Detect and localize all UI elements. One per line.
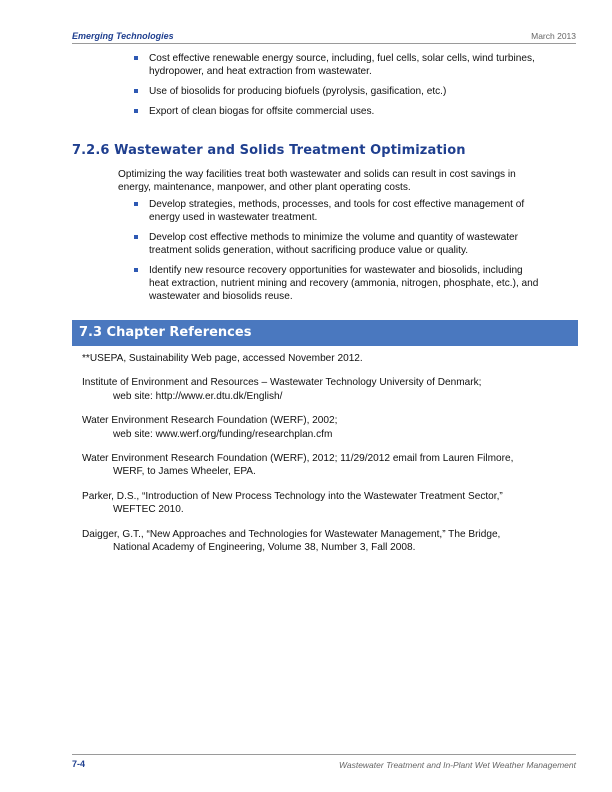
- bullet-line: Export of clean biogas for offsite commercial uses.: [149, 105, 375, 117]
- bullet-square-icon: [134, 89, 138, 93]
- reference-list: [82, 352, 582, 565]
- bullet-square-icon: [134, 268, 138, 272]
- reference-entry: [82, 490, 582, 517]
- bullet-line: wastewater and biosolids reuse.: [149, 291, 293, 302]
- list-item: [134, 52, 574, 78]
- bullet-line: Develop strategies, methods, processes, and tools for cost effective management of: [149, 199, 525, 210]
- reference-entry: [82, 452, 582, 479]
- reference-line: Parker, D.S., “Introduction of New Process Technology into the Wastewater Treatment Sector,”: [82, 490, 503, 502]
- header-divider: [72, 43, 576, 44]
- bullet-line: Cost effective renewable energy source, including, fuel cells, solar cells, wind turbines,: [149, 53, 535, 64]
- reference-continuation: WERF, to James Wheeler, EPA.: [113, 466, 256, 478]
- bullet-line: Use of biosolids for producing biofuels (pyrolysis, gasification, etc.): [149, 85, 447, 97]
- reference-continuation: web site: http://www.er.dtu.dk/English/: [113, 390, 283, 402]
- bullet-line: Identify new resource recovery opportunities for wastewater and biosolids, including: [149, 264, 523, 276]
- reference-line: Water Environment Research Foundation (WERF), 2012; 11/29/2012 email from Lauren Filmore,: [82, 453, 514, 465]
- paragraph-line: energy, maintenance, manpower, and other plant operating costs.: [118, 182, 411, 194]
- list-item: [134, 198, 574, 224]
- reference-line: Water Environment Research Foundation (WERF), 2002;: [82, 415, 338, 427]
- footer-divider: [72, 754, 576, 755]
- footer-document-title: Wastewater Treatment and In-Plant Wet Weather Management: [338, 760, 576, 770]
- bullet-line: hydropower, and heat extraction from wastewater.: [149, 66, 372, 78]
- reference-continuation: National Academy of Engineering, Volume 38, Number 3, Fall 2008.: [113, 541, 416, 553]
- top-bullet-list: [134, 52, 574, 124]
- reference-line: Institute of Environment and Resources – Wastewater Technology University of Denmark;: [82, 377, 482, 389]
- section-heading-7-2-6: 7.2.6 Wastewater and Solids Treatment Optimization: [72, 143, 466, 158]
- section-heading-text: 7.3 Chapter References: [79, 325, 252, 340]
- reference-entry: [82, 414, 582, 441]
- reference-continuation: web site: www.werf.org/funding/researchplan.cfm: [113, 428, 333, 440]
- bullet-square-icon: [134, 202, 138, 206]
- bullet-square-icon: [134, 235, 138, 239]
- reference-continuation: WEFTEC 2010.: [113, 504, 184, 516]
- paragraph-line: Optimizing the way facilities treat both wastewater and solids can result in cost savings in: [118, 169, 516, 180]
- running-header-title: Emerging Technologies: [72, 31, 174, 41]
- bullet-line: Develop cost effective methods to minimize the volume and quantity of wastewater: [149, 231, 518, 243]
- bullet-square-icon: [134, 56, 138, 60]
- reference-line: Daigger, G.T., “New Approaches and Technologies for Wastewater Management,” The Bridge,: [82, 528, 501, 540]
- list-item: [134, 85, 574, 98]
- bullet-line: heat extraction, nutrient mining and recovery (ammonia, nitrogen, phosphate, etc.), and: [149, 277, 539, 289]
- bullet-line: treatment solids generation, without sacrificing produce value or quality.: [149, 245, 469, 256]
- section-heading-7-3: [72, 320, 578, 346]
- list-item: [134, 105, 574, 118]
- reference-line: **USEPA, Sustainability Web page, accessed November 2012.: [82, 353, 363, 364]
- bullet-square-icon: [134, 109, 138, 113]
- page-number: 7-4: [72, 759, 86, 769]
- section-intro-paragraph: [118, 168, 574, 194]
- list-item: [134, 231, 574, 257]
- reference-entry: [82, 376, 582, 403]
- reference-entry: [82, 352, 582, 365]
- running-header-date: March 2013: [531, 31, 576, 41]
- optimization-bullet-list: [134, 198, 574, 310]
- reference-entry: [82, 528, 582, 555]
- list-item: [134, 264, 574, 304]
- bullet-line: energy used in wastewater treatment.: [149, 212, 318, 224]
